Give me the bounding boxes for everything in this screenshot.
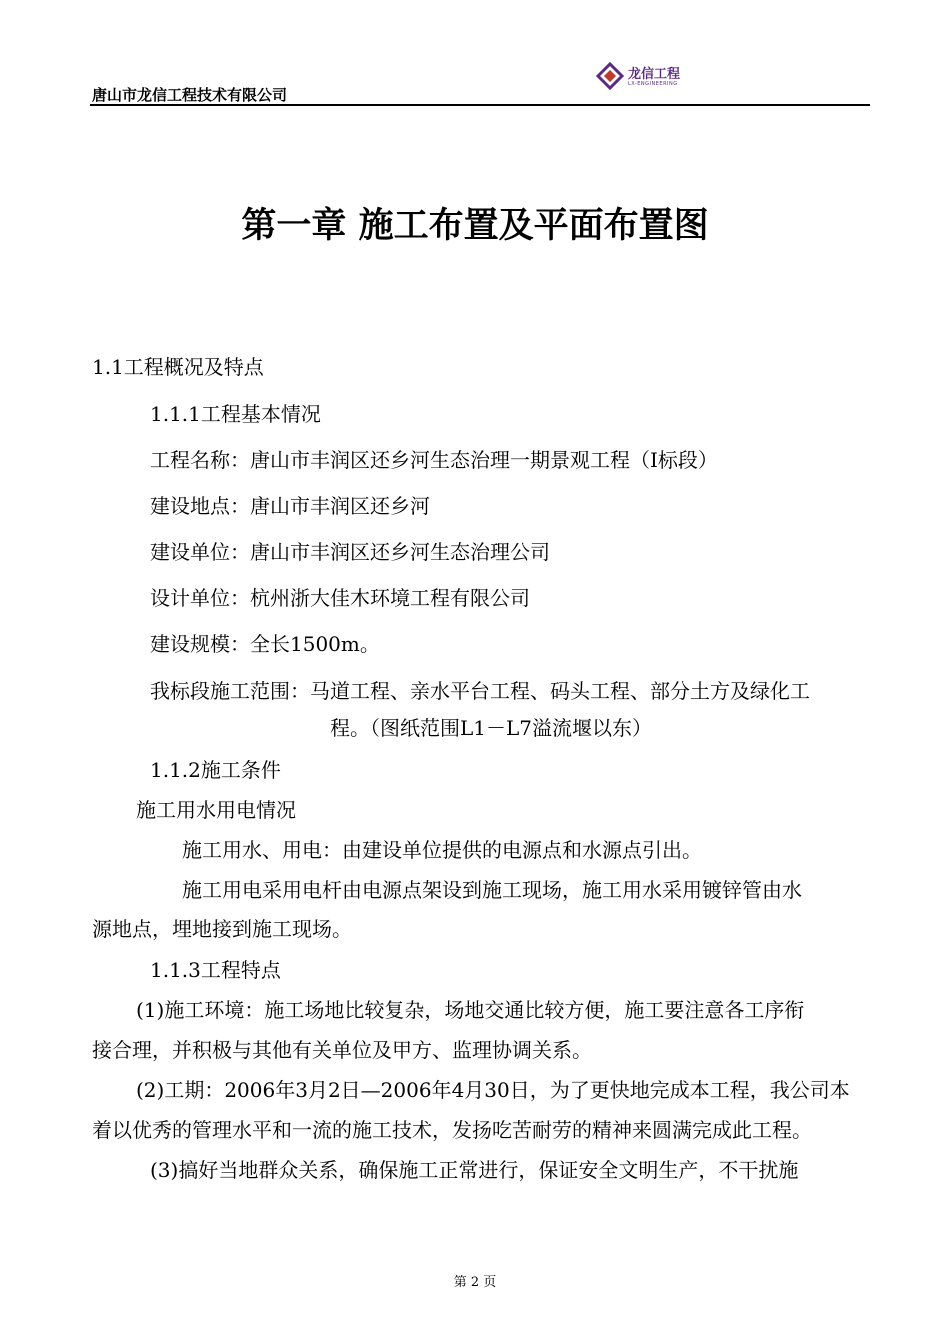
scope-line-1: 我标段施工范围：马道工程、亲水平台工程、码头工程、部分土方及绿化工	[150, 679, 810, 703]
feature-2-line-1: (2)工期：2006年3月2日—2006年4月30日，为了更快地完成本工程，我公司本	[136, 1078, 850, 1102]
section-heading-1-1-3: 1.1.3工程特点	[150, 958, 281, 982]
logo-subtitle: LX-ENGINEERING	[628, 81, 678, 87]
logo-mark-icon	[596, 62, 624, 90]
logo-name: 龙信工程	[628, 67, 681, 82]
scope-line-2: 程。（图纸范围L1－L7溢流堰以东）	[330, 716, 653, 740]
feature-1-line-2: 接合理，并积极与其他有关单位及甲方、监理协调关系。	[92, 1038, 592, 1062]
header-company-name: 唐山市龙信工程技术有限公司	[92, 86, 288, 104]
chapter-title: 第一章 施工布置及平面布置图	[241, 206, 709, 246]
section-heading-1-1-1: 1.1.1工程基本情况	[150, 402, 321, 426]
feature-3-line-1: (3)搞好当地群众关系，确保施工正常进行，保证安全文明生产，不干扰施	[150, 1158, 799, 1182]
water-power-heading: 施工用水用电情况	[136, 798, 296, 822]
section-heading-1-1-2: 1.1.2施工条件	[150, 758, 281, 782]
page-number: 第 2 页	[453, 1275, 497, 1290]
owner-line: 建设单位：唐山市丰润区还乡河生态治理公司	[150, 540, 550, 564]
water-power-paragraph-1: 施工用水、用电：由建设单位提供的电源点和水源点引出。	[182, 838, 702, 862]
project-name-line: 工程名称：唐山市丰润区还乡河生态治理一期景观工程（Ⅰ标段）	[150, 448, 718, 472]
designer-line: 设计单位：杭州浙大佳木环境工程有限公司	[150, 586, 530, 610]
feature-1-line-1: (1)施工环境：施工场地比较复杂，场地交通比较方便，施工要注意各工序衔	[136, 998, 805, 1022]
feature-2-line-2: 着以优秀的管理水平和一流的施工技术，发扬吃苦耐劳的精神来圆满完成此工程。	[92, 1118, 812, 1142]
header-divider	[90, 104, 870, 106]
section-heading-1-1: 1.1工程概况及特点	[92, 355, 264, 379]
location-line: 建设地点：唐山市丰润区还乡河	[150, 494, 430, 518]
water-power-paragraph-2-line-2: 源地点，埋地接到施工现场。	[92, 917, 352, 941]
company-logo	[596, 60, 706, 94]
water-power-paragraph-2-line-1: 施工用电采用电杆由电源点架设到施工现场，施工用水采用镀锌管由水	[182, 878, 802, 902]
scale-line: 建设规模：全长1500m。	[150, 632, 380, 656]
